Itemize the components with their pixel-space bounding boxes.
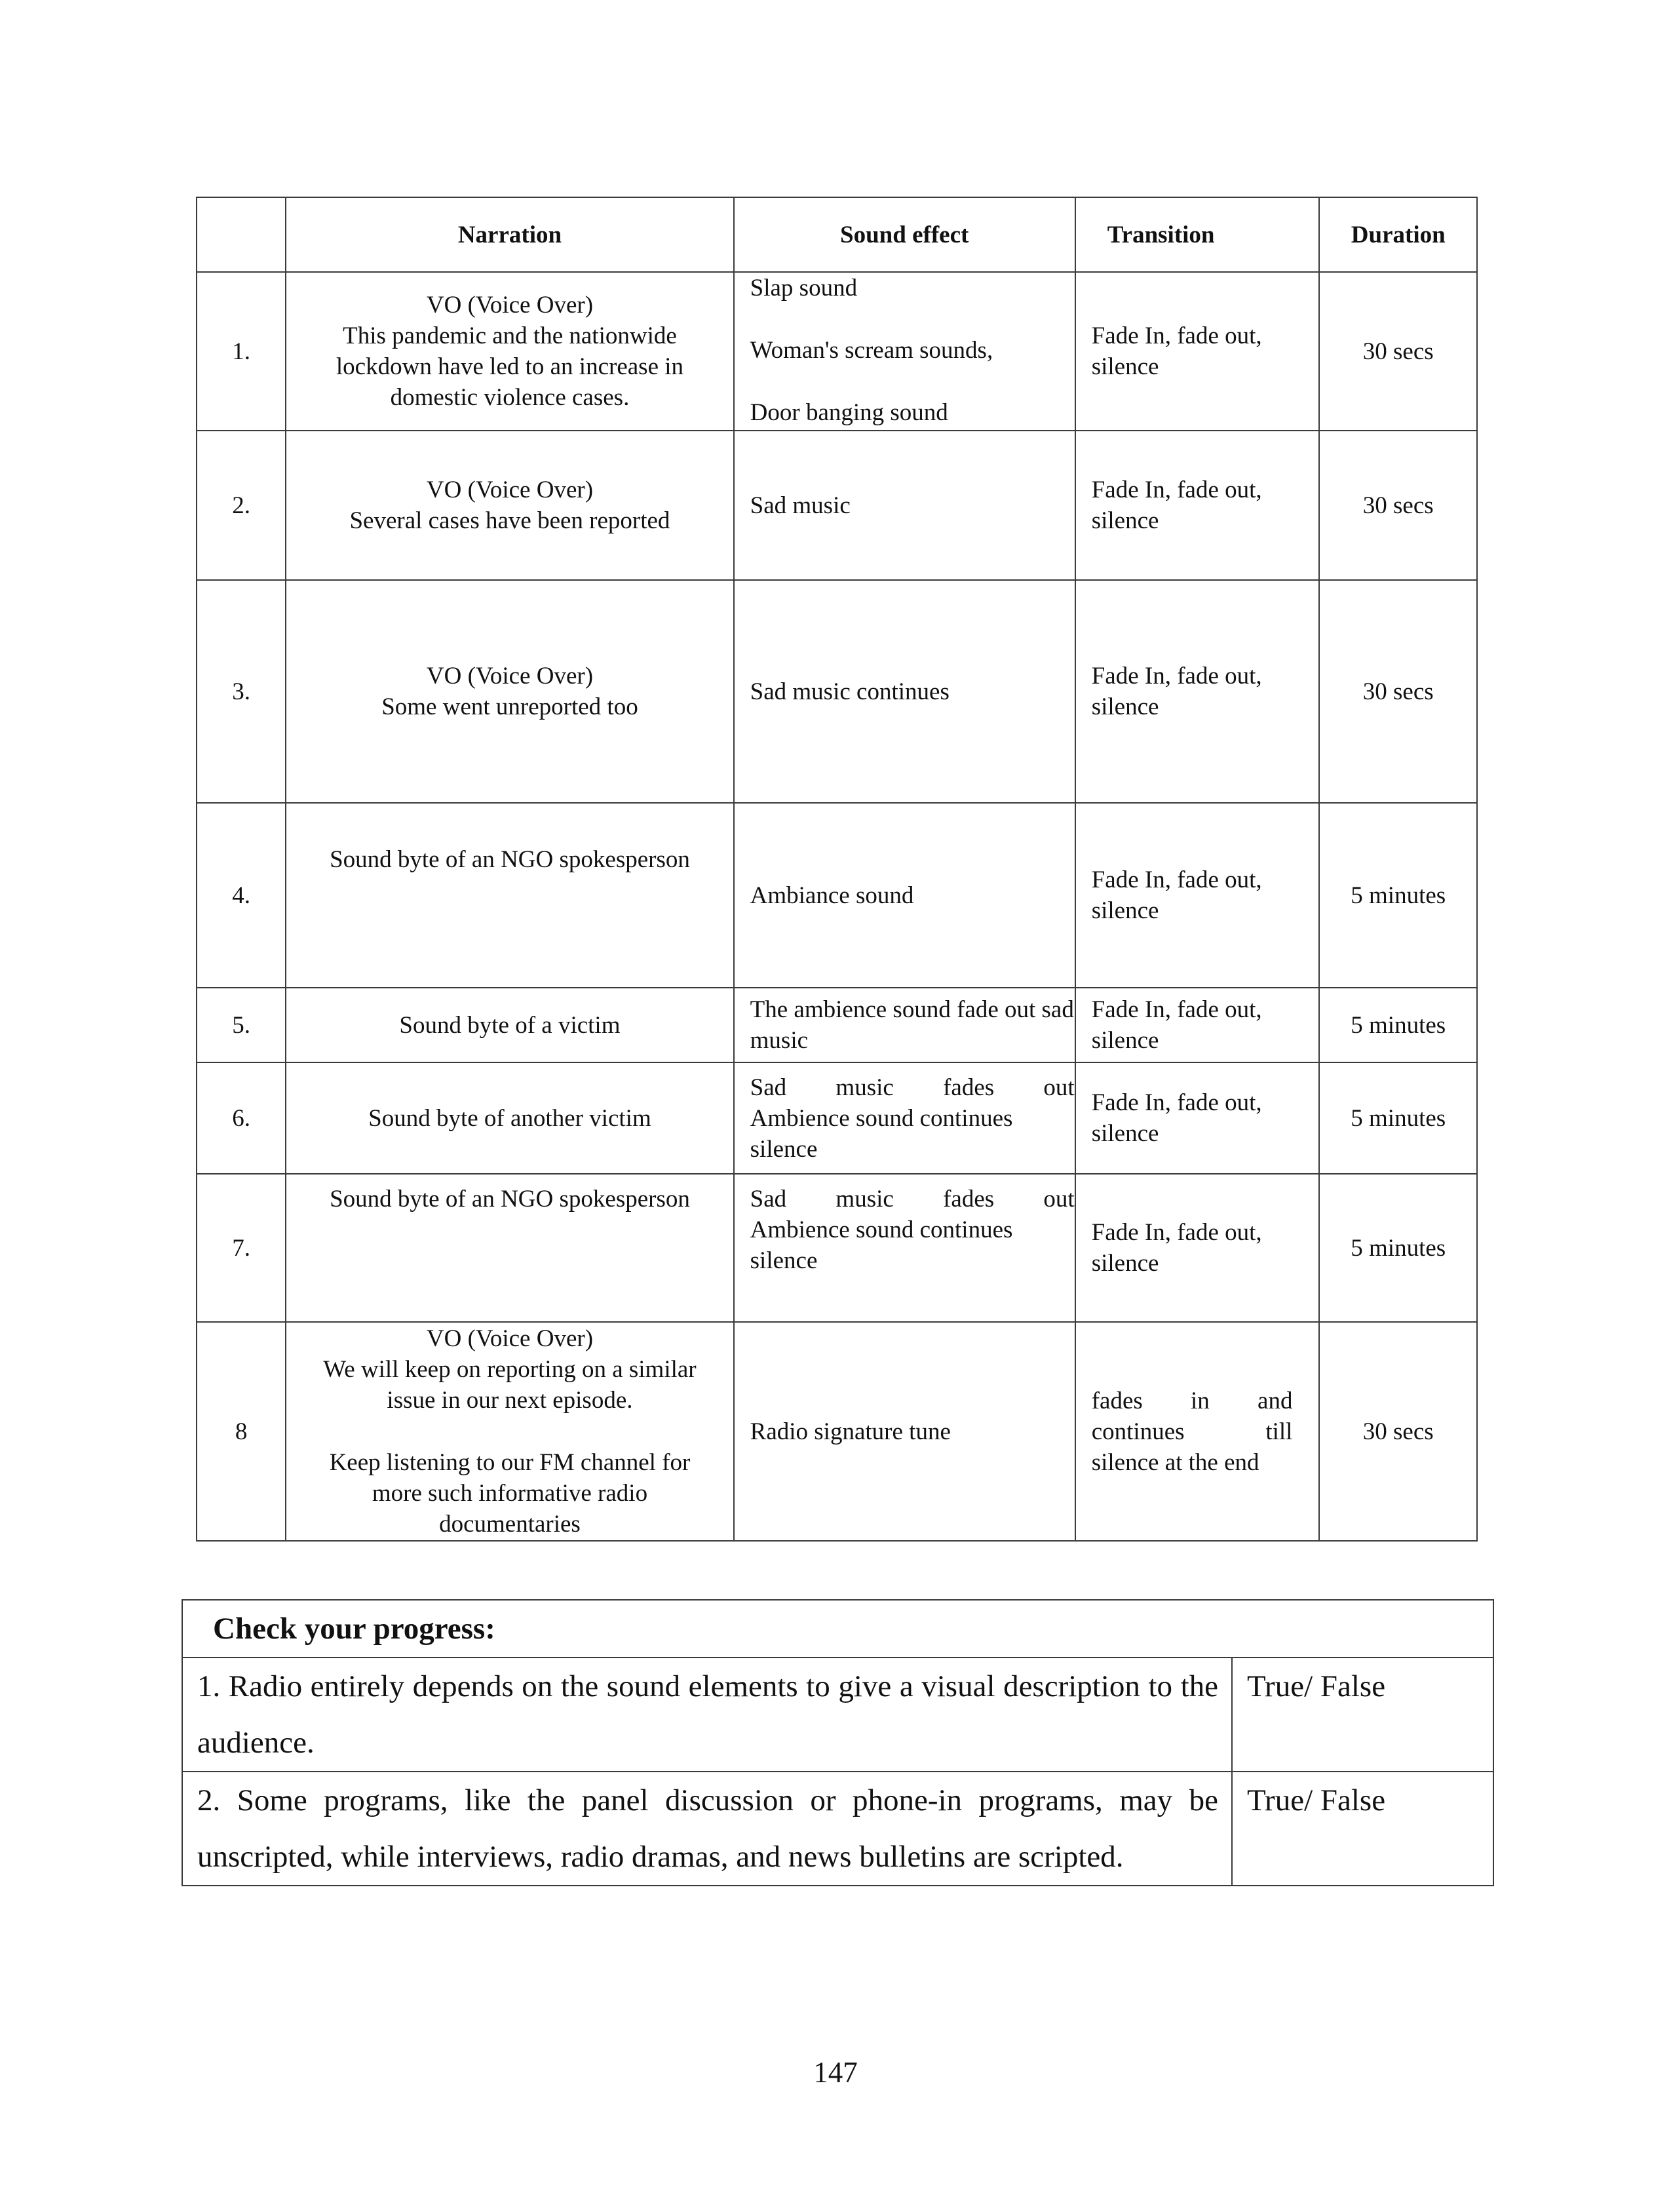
- sound-effect-cell: [734, 1174, 1075, 1322]
- duration-cell: 30 secs: [1319, 431, 1477, 580]
- sound-effect-line: Slap sound: [750, 275, 858, 301]
- progress-answer: True/ False: [1232, 1772, 1493, 1886]
- transition-cell: Fade In, fade out, silence: [1075, 803, 1320, 988]
- narration-line: more such informative radio: [372, 1480, 648, 1507]
- table-row: [197, 1062, 1477, 1174]
- sound-effect-line: Sad music fades out: [750, 1074, 1075, 1101]
- narration-line: VO (Voice Over): [426, 292, 594, 319]
- narration-line: We will keep on reporting on a similar: [323, 1356, 697, 1383]
- duration-cell: 5 minutes: [1319, 988, 1477, 1062]
- progress-question: 1. Radio entirely depends on the sound elements to give a visual description to the audience.: [182, 1658, 1232, 1772]
- sound-effect-line: silence: [750, 1247, 818, 1274]
- transition-line: silence at the end: [1091, 1448, 1259, 1476]
- progress-table: [182, 1599, 1494, 1886]
- narration-line: Some went unreported too: [381, 693, 638, 720]
- narration-cell: [286, 580, 733, 803]
- transition-cell: [1075, 1322, 1320, 1541]
- header-narration: Narration: [286, 197, 733, 272]
- transition-cell: Fade In, fade out, silence: [1075, 988, 1320, 1062]
- duration-cell: 30 secs: [1319, 580, 1477, 803]
- narration-cell: Sound byte of another victim: [286, 1062, 733, 1174]
- progress-question-row: [182, 1658, 1493, 1772]
- sound-effect-cell: [734, 272, 1075, 431]
- progress-heading: Check your progress:: [182, 1600, 1493, 1658]
- table-row: [197, 988, 1477, 1062]
- row-number: 1.: [197, 272, 286, 431]
- table-row: [197, 272, 1477, 431]
- transition-cell: Fade In, fade out, silence: [1075, 1174, 1320, 1322]
- table-row: [197, 803, 1477, 988]
- header-transition: Transition: [1075, 197, 1320, 272]
- narration-line: VO (Voice Over): [426, 663, 594, 689]
- duration-cell: 5 minutes: [1319, 1174, 1477, 1322]
- table-header-row: [197, 197, 1477, 272]
- sound-effect-line: Door banging sound: [750, 399, 948, 426]
- sound-effect-line: Woman's scream sounds,: [750, 337, 993, 364]
- transition-line: continues till: [1091, 1418, 1293, 1445]
- sound-effect-cell: Sad music continues: [734, 580, 1075, 803]
- script-table: [196, 197, 1478, 1542]
- sound-effect-line: Ambience sound continues: [750, 1216, 1013, 1243]
- transition-cell: Fade In, fade out, silence: [1075, 272, 1320, 431]
- header-duration: Duration: [1319, 197, 1477, 272]
- progress-question: 2. Some programs, like the panel discussion or phone-in programs, may be unscripted, while interviews, radio dramas, and news bulletins are scripted.: [182, 1772, 1232, 1886]
- header-sound-effect: Sound effect: [734, 197, 1075, 272]
- narration-line: Keep listening to our FM channel for: [329, 1449, 691, 1476]
- narration-line: lockdown have led to an increase in: [336, 353, 684, 380]
- page-number: 147: [813, 2056, 858, 2089]
- narration-cell: [286, 431, 733, 580]
- narration-cell: Sound byte of an NGO spokesperson: [286, 803, 733, 988]
- table-row: [197, 580, 1477, 803]
- table-row: [197, 1322, 1477, 1541]
- progress-heading-row: [182, 1600, 1493, 1658]
- narration-line: Several cases have been reported: [349, 507, 670, 534]
- transition-line: fades in and: [1091, 1387, 1293, 1414]
- narration-cell: [286, 1322, 733, 1541]
- sound-effect-cell: [734, 1062, 1075, 1174]
- sound-effect-cell: The ambience sound fade out sad music: [734, 988, 1075, 1062]
- table-row: [197, 431, 1477, 580]
- narration-line: VO (Voice Over): [426, 1325, 594, 1352]
- narration-line: domestic violence cases.: [390, 384, 630, 411]
- progress-answer: True/ False: [1232, 1658, 1493, 1772]
- narration-cell: [286, 272, 733, 431]
- row-number: 7.: [197, 1174, 286, 1322]
- duration-cell: 30 secs: [1319, 1322, 1477, 1541]
- row-number: 4.: [197, 803, 286, 988]
- sound-effect-cell: Sad music: [734, 431, 1075, 580]
- sound-effect-line: Ambience sound continues: [750, 1104, 1013, 1132]
- narration-line: issue in our next episode.: [387, 1387, 633, 1414]
- narration-line: documentaries: [439, 1511, 581, 1538]
- narration-cell: Sound byte of an NGO spokesperson: [286, 1174, 733, 1322]
- duration-cell: 5 minutes: [1319, 803, 1477, 988]
- row-number: 5.: [197, 988, 286, 1062]
- table-row: [197, 1174, 1477, 1322]
- narration-line: This pandemic and the nationwide: [343, 322, 677, 349]
- narration-cell: Sound byte of a victim: [286, 988, 733, 1062]
- row-number: 3.: [197, 580, 286, 803]
- row-number: 8: [197, 1322, 286, 1541]
- transition-cell: Fade In, fade out, silence: [1075, 580, 1320, 803]
- duration-cell: 5 minutes: [1319, 1062, 1477, 1174]
- header-number: [197, 197, 286, 272]
- row-number: 6.: [197, 1062, 286, 1174]
- sound-effect-cell: Radio signature tune: [734, 1322, 1075, 1541]
- transition-cell: Fade In, fade out, silence: [1075, 431, 1320, 580]
- duration-cell: 30 secs: [1319, 272, 1477, 431]
- narration-line: VO (Voice Over): [426, 476, 594, 503]
- transition-cell: Fade In, fade out, silence: [1075, 1062, 1320, 1174]
- row-number: 2.: [197, 431, 286, 580]
- sound-effect-cell: Ambiance sound: [734, 803, 1075, 988]
- progress-question-row: [182, 1772, 1493, 1886]
- narration-gap: [294, 1416, 725, 1447]
- sound-effect-line: silence: [750, 1135, 818, 1163]
- sound-effect-line: Sad music fades out: [750, 1186, 1075, 1213]
